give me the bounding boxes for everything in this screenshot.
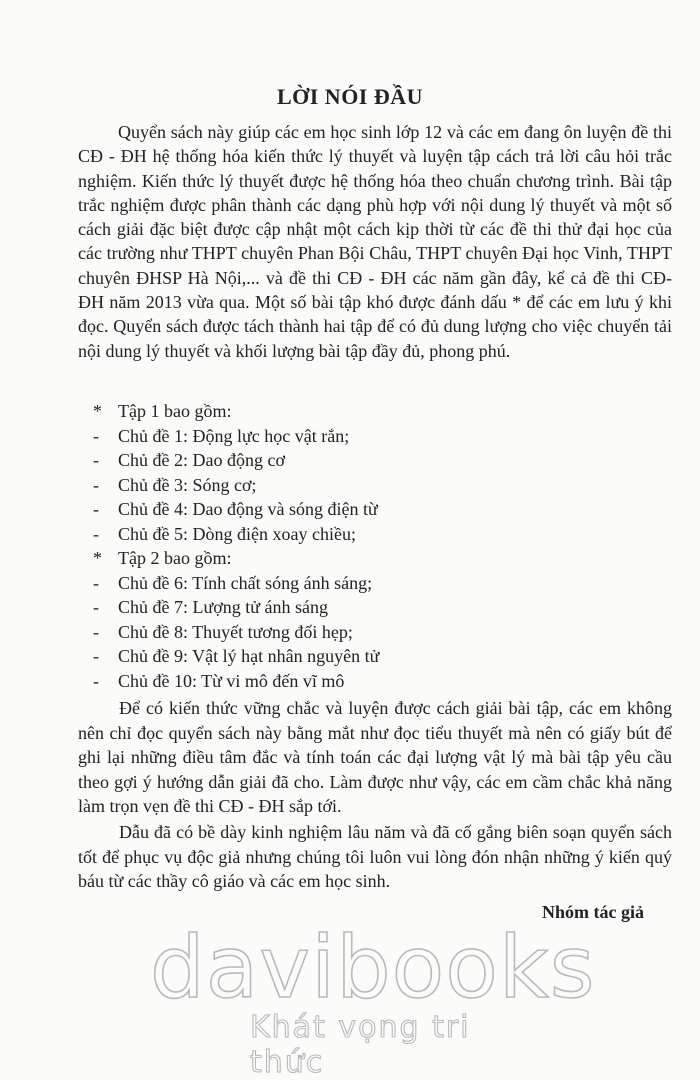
list-marker: - [93,474,99,495]
closing-paragraph: Dẫu đã có bề dày kinh nghiệm lâu năm và đã cố gắng biên soạn quyển sách tốt để phục vụ độc giả nhưng chúng tôi luôn vui lòng đón nhận những ý kiến quý báu từ các thầy cô giáo và các em học sinh. [78,822,672,891]
list-marker: - [93,450,99,470]
list-text: Chủ đề 4: Dao động và sóng điện từ [118,499,378,519]
list-marker: - [93,597,99,617]
list-text: Chủ đề 10: Từ vi mô đến vĩ mô [118,670,345,691]
list-item [78,473,672,498]
list-marker: - [93,621,99,642]
list-marker: - [93,572,99,593]
list-item [78,595,672,620]
list-text: Chủ đề 5: Dòng điện xoay chiều; [118,523,356,544]
list-text: Chủ đề 7: Lượng tử ánh sáng [118,597,329,617]
list-marker: - [93,646,99,666]
list-item [78,644,672,669]
advice-paragraph: Để có kiến thức vững chắc và luyện được cách giải bài tập, các em không nên chỉ đọc quyển sách này bằng mắt như đọc tiểu thuyết mà nên có giấy bút để ghi lại những điều tâm đắc và tính toán các đại lượng vật lý mà bài tập yêu cầu theo gợi ý hướng dẫn giải đã cho. Làm được như vậy, các em cầm chắc khả năng làm trọn vẹn đề thi CĐ - ĐH sắp tới. [78,698,672,816]
list-text: Chủ đề 9: Vật lý hạt nhân nguyên tử [118,646,380,666]
list-marker: * [93,548,102,568]
list-item [78,399,672,424]
list-marker: - [93,670,99,691]
list-item [78,669,672,694]
intro-paragraph: Quyển sách này giúp các em học sinh lớp 12 và các em đang ôn luyện đề thi CĐ - ĐH hệ thống hóa kiến thức lý thuyết và luyện tập cách trả lời câu hỏi trắc nghiệm. Kiến thức lý thuyết được hệ thống hóa theo chuẩn chương trình. Bài tập trắc nghiệm được phân thành các dạng phù hợp với nội dung lý thuyết và một số cách giải đặc biệt được cập nhật một cách kịp thời từ các đề thi thử đại học của các trường như THPT chuyên Phan Bội Châu, THPT chuyên Đại học Vinh, THPT chuyên ĐHSP Hà Nội,... và đề thi CĐ - ĐH các năm gần đây, kể cả đề thi CĐ- ĐH năm 2013 vừa qua. Một số bài tập khó được đánh dấu * để các em lưu ý khi đọc. Quyển sách được tách thành hai tập để có đủ dung lượng cho việc chuyển tải nội dung lý thuyết và khối lượng bài tập đầy đủ, phong phú. [78,122,672,361]
author-signature: Nhóm tác giả [542,902,644,922]
volume-list [78,399,672,693]
list-marker: - [93,499,99,519]
list-text: Tập 2 bao gồm: [118,548,232,568]
list-item [78,497,672,522]
list-text: Chủ đề 6: Tính chất sóng ánh sáng; [118,572,373,593]
list-marker: - [93,523,99,544]
watermark-tagline: Khát vọng tri thức [250,1010,471,1080]
list-item [78,448,672,473]
list-text: Chủ đề 2: Dao động cơ [118,450,285,470]
list-item [78,571,672,596]
list-marker: * [93,401,102,421]
page-title: LỜI NÓI ĐẦU [276,84,424,109]
watermark-logo: davibooks [150,918,596,1018]
list-item [78,424,672,449]
list-text: Tập 1 bao gồm: [118,401,232,421]
list-marker: - [93,425,99,446]
list-text: Chủ đề 3: Sóng cơ; [118,474,257,495]
list-text: Chủ đề 1: Động lực học vật rắn; [118,425,350,446]
list-item [78,522,672,547]
list-item [78,620,672,645]
list-item [78,546,672,571]
list-text: Chủ đề 8: Thuyết tương đối hẹp; [118,621,353,642]
